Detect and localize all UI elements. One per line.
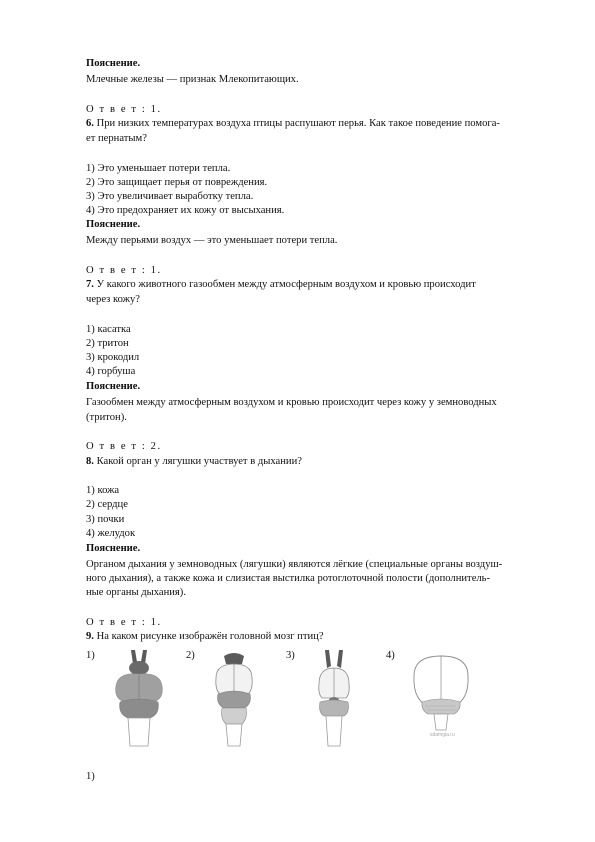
question-6-line-1: [86, 117, 500, 130]
question-number: 6.: [86, 118, 94, 129]
explanation-label: Пояснение.: [86, 543, 141, 554]
figure-label-1: 1): [86, 650, 95, 661]
watermark: sdamgia.ru: [430, 732, 455, 738]
figure-label-2: 2): [186, 650, 195, 661]
option-3: 3) почки: [86, 514, 125, 525]
figure-label-4: 4): [386, 650, 395, 661]
question-text: При низких температурах воздуха птицы распушают перья. Как такое поведение помога-: [93, 118, 500, 129]
question-number: 9.: [86, 631, 94, 642]
explanation-text: Между перьями воздух — это уменьшает потери тепла.: [86, 235, 338, 246]
question-9-line-1: [86, 630, 324, 643]
option-4: 4) горбуша: [86, 366, 136, 377]
answer-line: О т в е т : 1.: [86, 104, 162, 115]
figure-label-3: 3): [286, 650, 295, 661]
explanation-text: Газообмен между атмосферным воздухом и кровью происходит через кожу у земноводных: [86, 397, 497, 408]
brain-figure-3: [304, 648, 364, 748]
option-2: 2) сердце: [86, 499, 128, 510]
question-6-line-2: ет пернатым?: [86, 133, 147, 144]
explanation-text: ные органы дыхания).: [86, 587, 186, 598]
question-text: На каком рисунке изображён головной мозг птиц?: [93, 631, 324, 642]
brain-figure-2: [204, 648, 264, 748]
option-4: 4) Это предохраняет их кожу от высыхания.: [86, 205, 285, 216]
option-2: 2) Это защищает перья от повреждения.: [86, 177, 268, 188]
option-3: 3) Это увеличивает выработку тепла.: [86, 191, 254, 202]
question-text: У какого животного газообмен между атмосферным воздухом и кровью происходит: [93, 279, 476, 290]
option-1: 1) кожа: [86, 485, 120, 496]
explanation-text: Органом дыхания у земноводных (лягушки) являются лёгкие (специальные органы воздуш-: [86, 559, 503, 570]
question-text: Какой орган у лягушки участвует в дыхании?: [93, 456, 302, 467]
explanation-label: Пояснение.: [86, 58, 141, 69]
question-8-line-1: [86, 455, 302, 468]
question-number: 8.: [86, 456, 94, 467]
answer-line: О т в е т : 1.: [86, 265, 162, 276]
answer-line: О т в е т : 1.: [86, 617, 162, 628]
explanation-text: ного дыхания), а также кожа и слизистая выстилка ротоглоточной полости (дополнитель-: [86, 573, 491, 584]
option-1: 1) Это уменьшает потери тепла.: [86, 163, 231, 174]
answer-line: О т в е т : 2.: [86, 441, 162, 452]
explanation-label: Пояснение.: [86, 381, 141, 392]
brain-figure-1: [104, 648, 174, 748]
question-7-line-2: через кожу?: [86, 294, 140, 305]
explanation-text: Млечные железы — признак Млекопитающих.: [86, 74, 299, 85]
question-number: 7.: [86, 279, 94, 290]
option-4: 4) желудок: [86, 528, 136, 539]
explanation-label: Пояснение.: [86, 219, 141, 230]
option-1: 1) касатка: [86, 324, 131, 335]
brain-figure-4: [406, 648, 476, 738]
option-3: 3) крокодил: [86, 352, 140, 363]
question-7-line-1: [86, 278, 476, 291]
explanation-text: (тритон).: [86, 412, 127, 423]
trailing-answer: 1): [86, 771, 95, 782]
option-2: 2) тритон: [86, 338, 129, 349]
